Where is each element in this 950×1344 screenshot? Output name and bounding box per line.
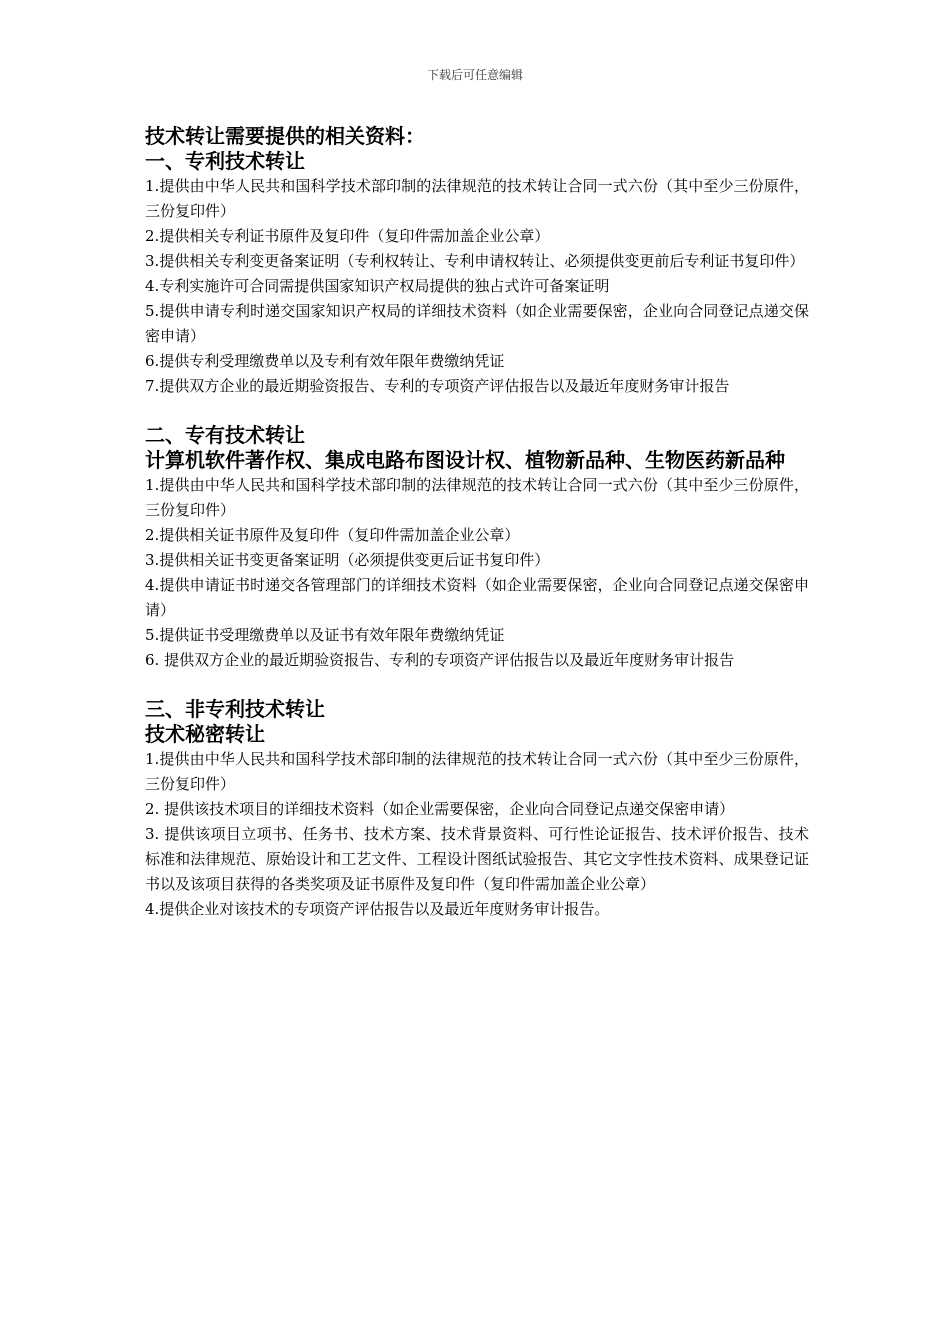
list-item: 3.提供相关证书变更备案证明（必须提供变更后证书复印件） [145, 551, 550, 569]
list-item: 3. 提供该项目立项书、任务书、技术方案、技术背景资料、可行性论证报告、技术评价报告、技术标准和法律规范、原始设计和工艺文件、工程设计图纸试验报告、其它文字性技术资料、成果登记证书以及该项目获得的各类奖项及证书原件及复印件（复印件需加盖企业公章） [145, 825, 809, 893]
list-item: 1.提供由中华人民共和国科学技术部印制的法律规范的技术转让合同一式六份（其中至少三份原件，三份复印件） [145, 750, 809, 793]
section-heading: 二、专有技术转让 [145, 423, 305, 447]
document-title: 技术转让需要提供的相关资料： [145, 124, 425, 148]
list-item: 1.提供由中华人民共和国科学技术部印制的法律规范的技术转让合同一式六份（其中至少三份原件，三份复印件） [145, 177, 809, 220]
list-item: 2.提供相关证书原件及复印件（复印件需加盖企业公章） [145, 526, 520, 544]
list-item: 2.提供相关专利证书原件及复印件（复印件需加盖企业公章） [145, 227, 550, 245]
header-note: 下载后可任意编辑 [426, 68, 523, 82]
section-subheading: 技术秘密转让 [145, 722, 265, 746]
document-body [145, 124, 809, 922]
list-item: 6. 提供双方企业的最近期验资报告、专利的专项资产评估报告以及最近年度财务审计报告 [145, 651, 735, 669]
list-item: 6.提供专利受理缴费单以及专利有效年限年费缴纳凭证 [145, 352, 505, 370]
list-item: 5.提供证书受理缴费单以及证书有效年限年费缴纳凭证 [145, 626, 505, 644]
section-patent-transfer [145, 149, 809, 399]
list-item: 3.提供相关专利变更备案证明（专利权转让、专利申请权转让、必须提供变更前后专利证书复印件） [145, 252, 805, 270]
list-item: 7.提供双方企业的最近期验资报告、专利的专项资产评估报告以及最近年度财务审计报告 [145, 377, 730, 395]
section-proprietary-tech-transfer [145, 423, 809, 673]
list-item: 4.提供企业对该技术的专项资产评估报告以及最近年度财务审计报告。 [145, 900, 610, 918]
section-subheading: 计算机软件著作权、集成电路布图设计权、植物新品种、生物医药新品种 [145, 448, 785, 472]
list-item: 4.专利实施许可合同需提供国家知识产权局提供的独占式许可备案证明 [145, 277, 610, 295]
list-item: 5.提供申请专利时递交国家知识产权局的详细技术资料（如企业需要保密，企业向合同登记点递交保密申请） [145, 302, 809, 345]
section-heading: 三、非专利技术转让 [145, 697, 325, 721]
list-item: 4.提供申请证书时递交各管理部门的详细技术资料（如企业需要保密，企业向合同登记点递交保密申请） [145, 576, 809, 619]
list-item: 1.提供由中华人民共和国科学技术部印制的法律规范的技术转让合同一式六份（其中至少三份原件，三份复印件） [145, 476, 809, 519]
section-non-patent-tech-transfer [145, 697, 809, 922]
list-item: 2. 提供该技术项目的详细技术资料（如企业需要保密，企业向合同登记点递交保密申请） [145, 800, 735, 818]
section-heading: 一、专利技术转让 [145, 149, 305, 173]
